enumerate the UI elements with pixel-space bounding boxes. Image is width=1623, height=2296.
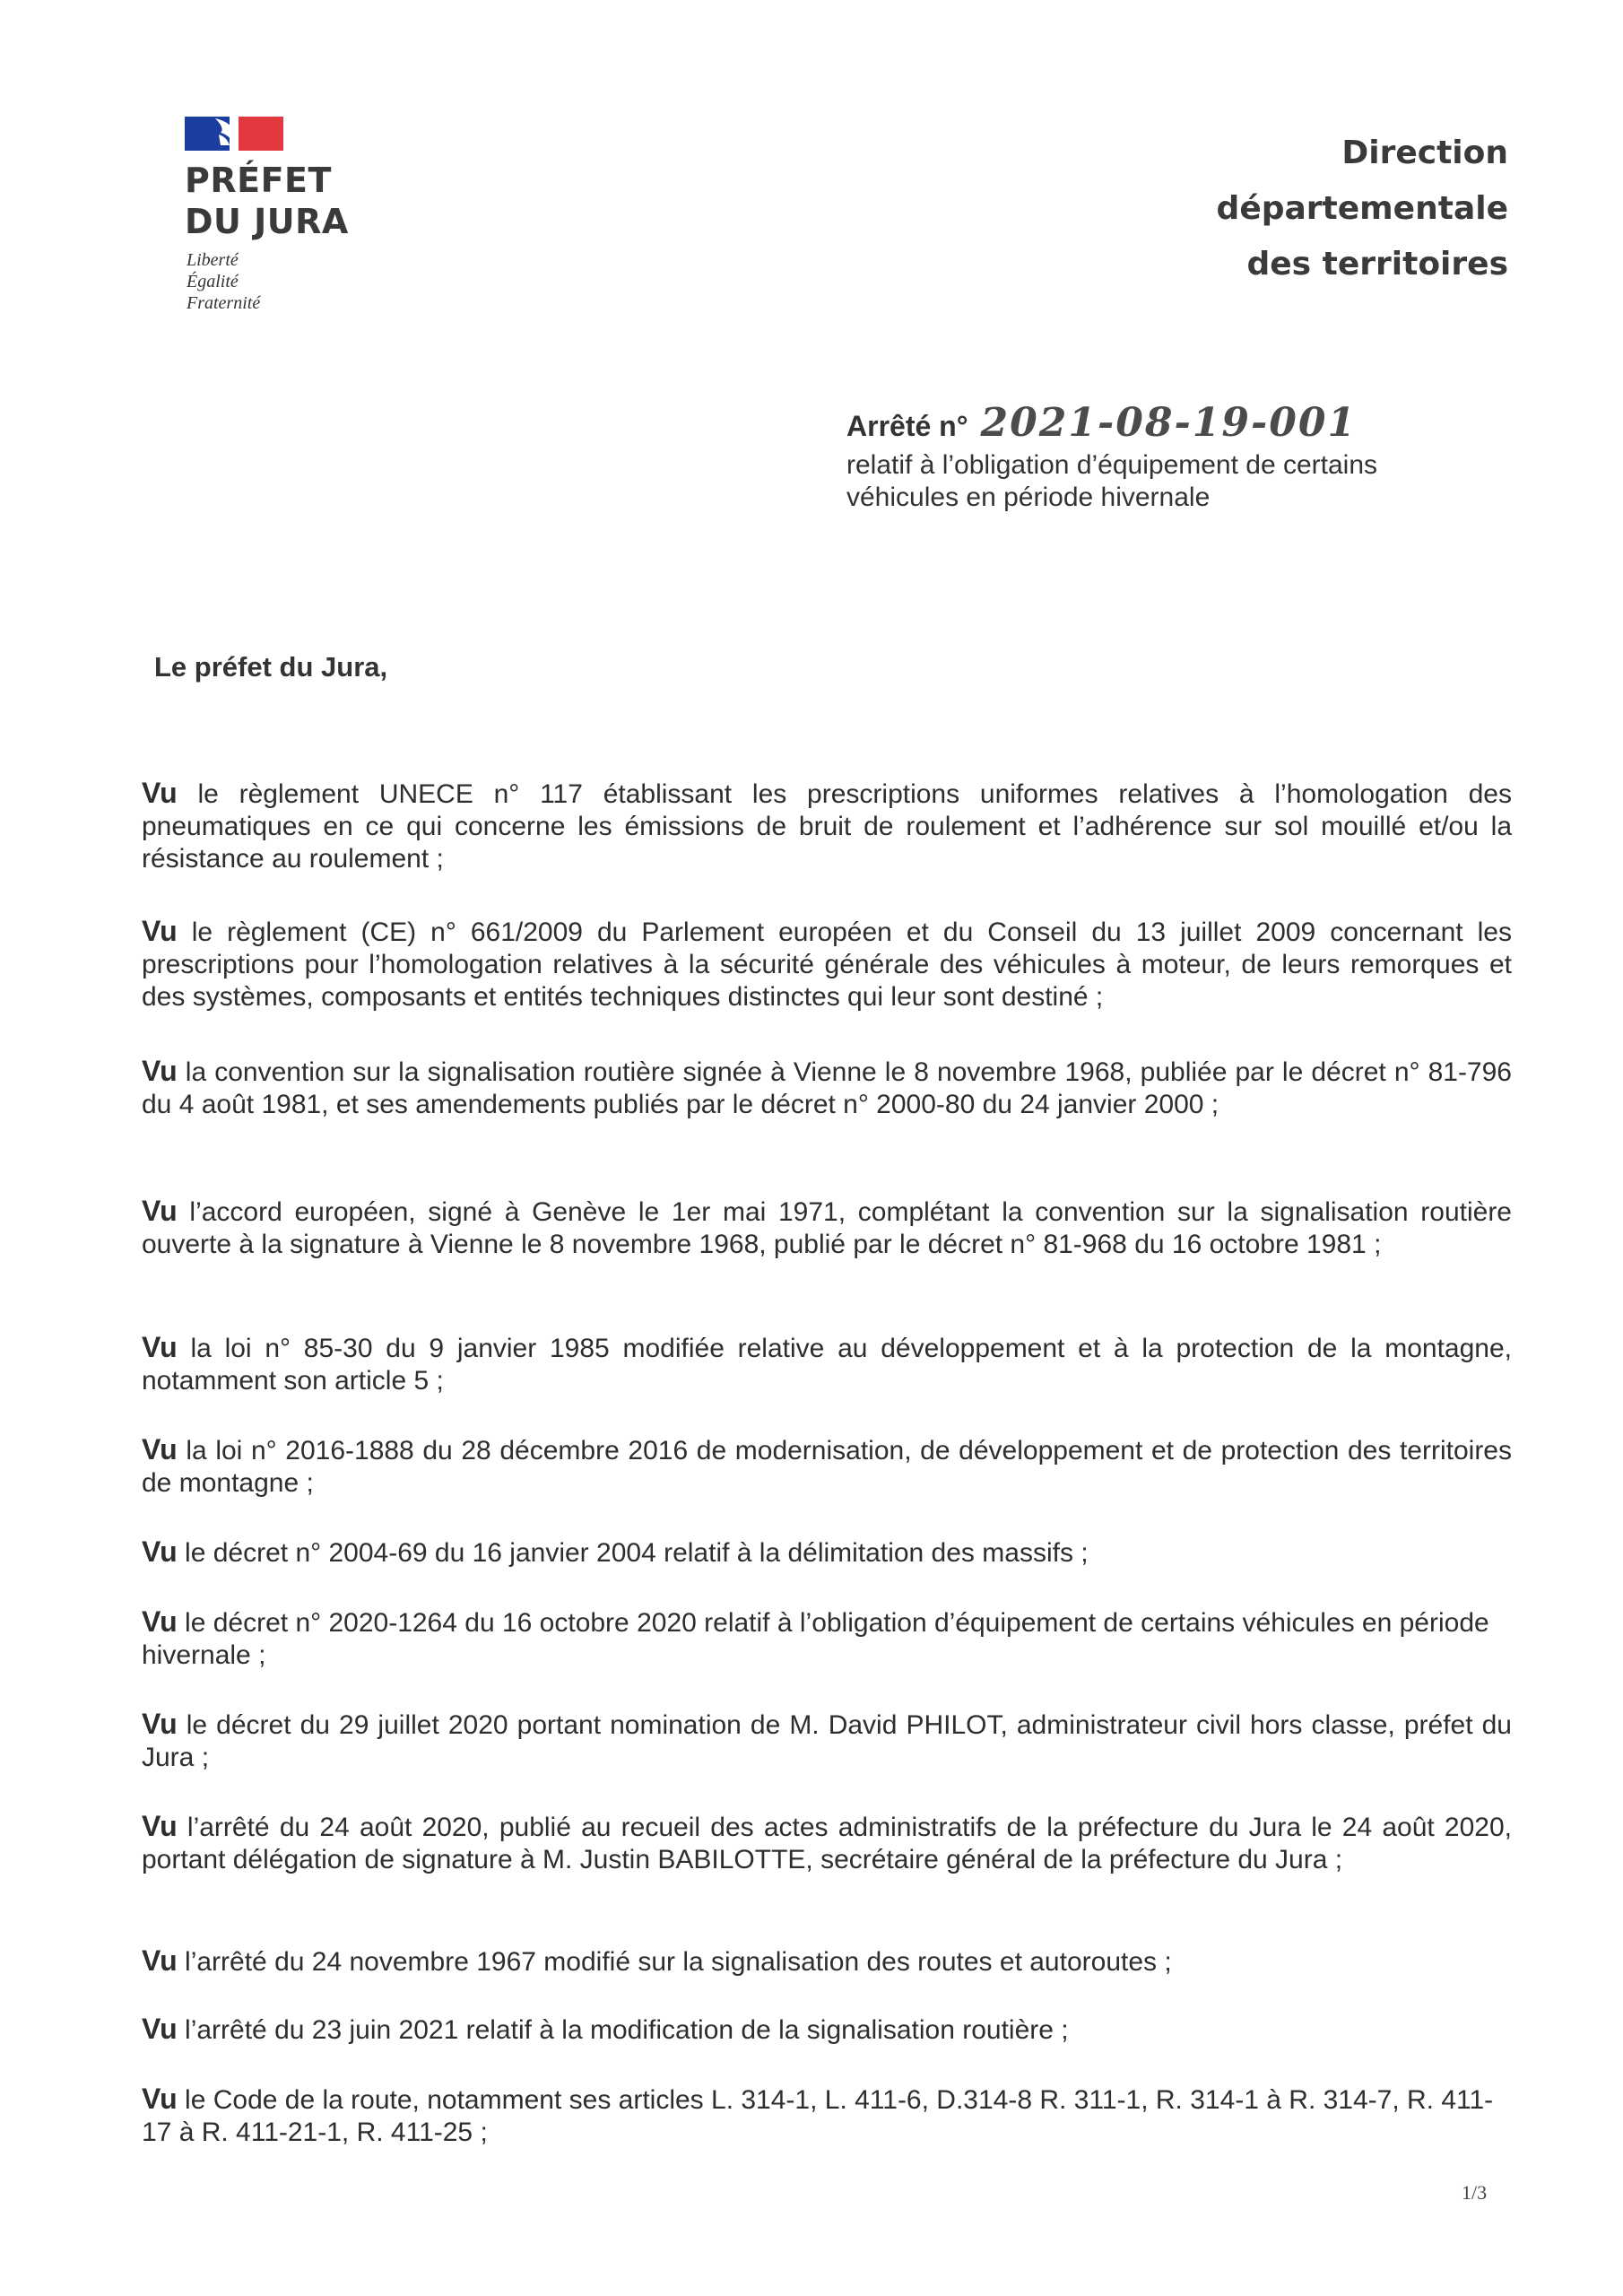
considerant-5 — [142, 1331, 1512, 1397]
vu-keyword: Vu — [142, 2083, 178, 2115]
vu-keyword: Vu — [142, 1605, 178, 1638]
issuing-department — [1217, 126, 1508, 292]
considerant-text: la loi n° 2016-1888 du 28 décembre 2016 de modernisation, de développement et de protection des territoires de montagne ; — [142, 1436, 1512, 1498]
considerant-4 — [142, 1195, 1512, 1261]
considerant-text: le règlement (CE) n° 661/2009 du Parlement européen et du Conseil du 13 juillet 2009 concernant les prescriptions pour l’homologation relatives à la sécurité générale des véhicules à moteur, de leurs remorques et des systèmes, composants et entités techniques distinctes qui leur sont destiné ; — [142, 918, 1512, 1012]
considerant-1 — [142, 777, 1512, 875]
vu-keyword: Vu — [142, 777, 178, 809]
considerant-6 — [142, 1433, 1512, 1500]
considerant-text: le décret n° 2004-69 du 16 janvier 2004 relatif à la délimitation des massifs ; — [185, 1538, 1089, 1568]
motto-liberte: Liberté — [187, 250, 239, 270]
arrete-number: 2021-08-19-001 — [980, 400, 1358, 446]
republic-motto — [185, 249, 418, 314]
arrete-subtitle-2: véhicules en période hivernale — [846, 483, 1211, 512]
motto-fraternite: Fraternité — [187, 293, 261, 313]
considerant-text: la loi n° 85-30 du 9 janvier 1985 modifiée relative au développement et à la protection de la montagne, notamment son article 5 ; — [142, 1334, 1512, 1396]
marianne-icon — [185, 113, 283, 154]
arrete-header — [846, 400, 1528, 514]
considerant-text: l’arrêté du 23 juin 2021 relatif à la modification de la signalisation routière ; — [185, 2015, 1069, 2045]
considerant-8 — [142, 1605, 1512, 1672]
considerant-text: l’arrêté du 24 novembre 1967 modifié sur la signalisation des routes et autoroutes ; — [185, 1947, 1172, 1977]
vu-keyword: Vu — [142, 2013, 178, 2045]
arrete-subtitle-1: relatif à l’obligation d’équipement de certains — [846, 450, 1378, 480]
vu-keyword: Vu — [142, 1810, 178, 1842]
vu-keyword: Vu — [142, 1433, 178, 1465]
motto-egalite: Égalité — [187, 272, 239, 291]
considerant-12 — [142, 2013, 1512, 2047]
direction-line-3: des territoires — [1246, 246, 1508, 283]
prefet-line-2: DU JURA — [185, 202, 349, 241]
considerant-9 — [142, 1708, 1512, 1774]
prefet-line-1: PRÉFET — [185, 161, 332, 200]
considerant-text: l’accord européen, signé à Genève le 1er mai 1971, complétant la convention sur la signalisation routière ouverte à la signature à Vienne le 8 novembre 1968, publié par le décret n° 81-968 du 16 octobre 1981 ; — [142, 1197, 1512, 1259]
considerant-10 — [142, 1810, 1512, 1876]
considerant-7 — [142, 1535, 1512, 1570]
considerant-2 — [142, 915, 1512, 1013]
arrete-title — [846, 400, 1528, 449]
vu-keyword: Vu — [142, 1708, 178, 1740]
prefet-title — [185, 160, 418, 242]
considerant-text: le décret n° 2020-1264 du 16 octobre 2020 relatif à l’obligation d’équipement de certains véhicules en période hivernale ; — [142, 1608, 1489, 1670]
considerant-11 — [142, 1944, 1512, 1979]
vu-keyword: Vu — [142, 915, 178, 947]
vu-keyword: Vu — [142, 1535, 178, 1568]
vu-keyword: Vu — [142, 1944, 178, 1977]
considerant-text: le règlement UNECE n° 117 établissant les prescriptions uniformes relatives à l’homologation des pneumatiques en ce qui concerne les émissions de bruit de roulement et l’adhérence sur sol mouillé et/ou la résistance au roulement ; — [142, 779, 1512, 874]
considerant-13 — [142, 2083, 1512, 2149]
vu-keyword: Vu — [142, 1195, 178, 1227]
page-number: 1/3 — [1462, 2181, 1488, 2204]
direction-line-2: départementale — [1216, 190, 1508, 227]
vu-keyword: Vu — [142, 1331, 178, 1363]
considerant-text: l’arrêté du 24 août 2020, publié au recueil des actes administratifs de la préfecture du Jura le 24 août 2020, portant délégation de signature à M. Justin BABILOTTE, secrétaire général de la préfecture du Jura ; — [142, 1813, 1512, 1874]
vu-keyword: Vu — [142, 1055, 178, 1087]
direction-line-1: Direction — [1341, 135, 1508, 171]
considerant-text: la convention sur la signalisation routière signée à Vienne le 8 novembre 1968, publiée par le décret n° 81-796 du 4 août 1981, et ses amendements publiés par le décret n° 2000-80 du 24 janvier 2000 ; — [142, 1057, 1512, 1119]
considerant-text: le décret du 29 juillet 2020 portant nomination de M. David PHILOT, administrateur civil hors classe, préfet du Jura ; — [142, 1710, 1512, 1772]
considerant-3 — [142, 1055, 1512, 1121]
considerant-text: le Code de la route, notamment ses articles L. 314-1, L. 411-6, D.314-8 R. 311-1, R. 314-1 à R. 314-7, R. 411-17 à R. 411-21-1, R. 411-25 ; — [142, 2085, 1494, 2147]
salutation: Le préfet du Jura, — [154, 651, 388, 683]
arrete-label: Arrêté n° — [846, 410, 968, 442]
prefecture-logo — [185, 113, 418, 314]
